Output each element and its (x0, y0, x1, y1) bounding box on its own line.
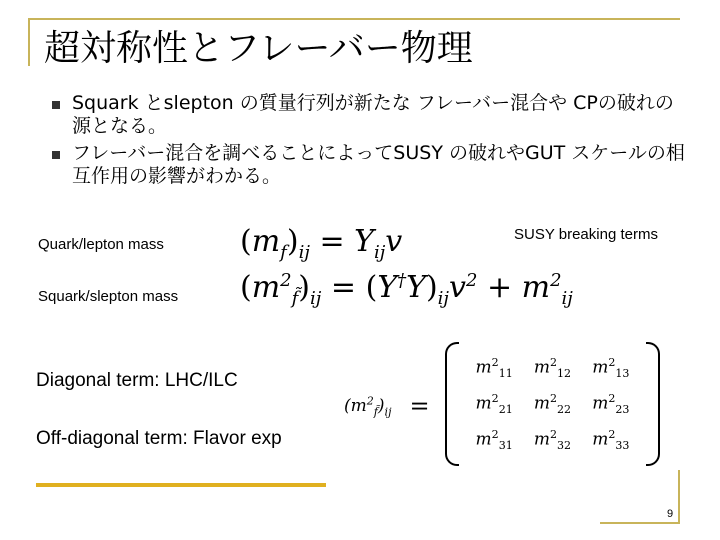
diagonal-term-label: Diagonal term: LHC/ILC (36, 370, 238, 391)
bullet-marker (52, 101, 60, 109)
matrix-cell: $m^2_{12}$ (533, 355, 572, 381)
matrix-cell: $m^2_{11}$ (475, 355, 513, 381)
slide-frame-bottom (600, 522, 680, 524)
squark-mass-equation: $(m^2_{f̃})_{ij} = (Y^\dagger Y)_{ij}v^2 + m^2_{ij}$ (240, 270, 573, 309)
left-paren (445, 342, 459, 466)
bullet-item (52, 92, 692, 138)
matrix-cell: $m^2_{31}$ (475, 427, 513, 453)
slide-title: 超対称性とフレーバー物理 (44, 28, 473, 69)
quark-lepton-mass-label: Quark/lepton mass (38, 236, 164, 253)
bullet-item (52, 142, 692, 188)
squark-slepton-mass-label: Squark/slepton mass (38, 288, 179, 305)
slide-frame-top (28, 18, 680, 20)
bullet-text: Squark とslepton の質量行列が新たな フレーバー混合や CPの破れの源となる。 (72, 92, 674, 137)
mass-matrix (445, 342, 660, 466)
matrix-cell: $m^2_{13}$ (592, 355, 630, 381)
matrix-cell: $m^2_{21}$ (475, 391, 513, 417)
matrix-cell: $m^2_{23}$ (592, 391, 630, 417)
matrix-cell: $m^2_{32}$ (533, 427, 572, 453)
right-paren (646, 342, 660, 466)
slide-frame-right (678, 470, 680, 524)
matrix-cell: $m^2_{33}$ (592, 427, 630, 453)
bullet-text: フレーバー混合を調べることによってSUSY の破れやGUT スケールの相互作用の影響がわかる。 (72, 142, 685, 187)
matrix-lhs: $(m^2_{f̃})_{ij}$ = (344, 392, 430, 420)
quark-mass-equation: $(m_f)_{ij} = Y_{ij}v$ (240, 224, 403, 263)
slide-frame-left (28, 18, 30, 66)
susy-breaking-label: SUSY breaking terms (514, 226, 658, 243)
matrix-cells (465, 350, 640, 458)
bullet-list (52, 92, 692, 192)
off-diagonal-term-label: Off-diagonal term: Flavor exp (36, 428, 282, 449)
accent-underline (36, 483, 326, 487)
page-number: 9 (667, 508, 674, 520)
matrix-cell: $m^2_{22}$ (533, 391, 572, 417)
bullet-marker (52, 151, 60, 159)
